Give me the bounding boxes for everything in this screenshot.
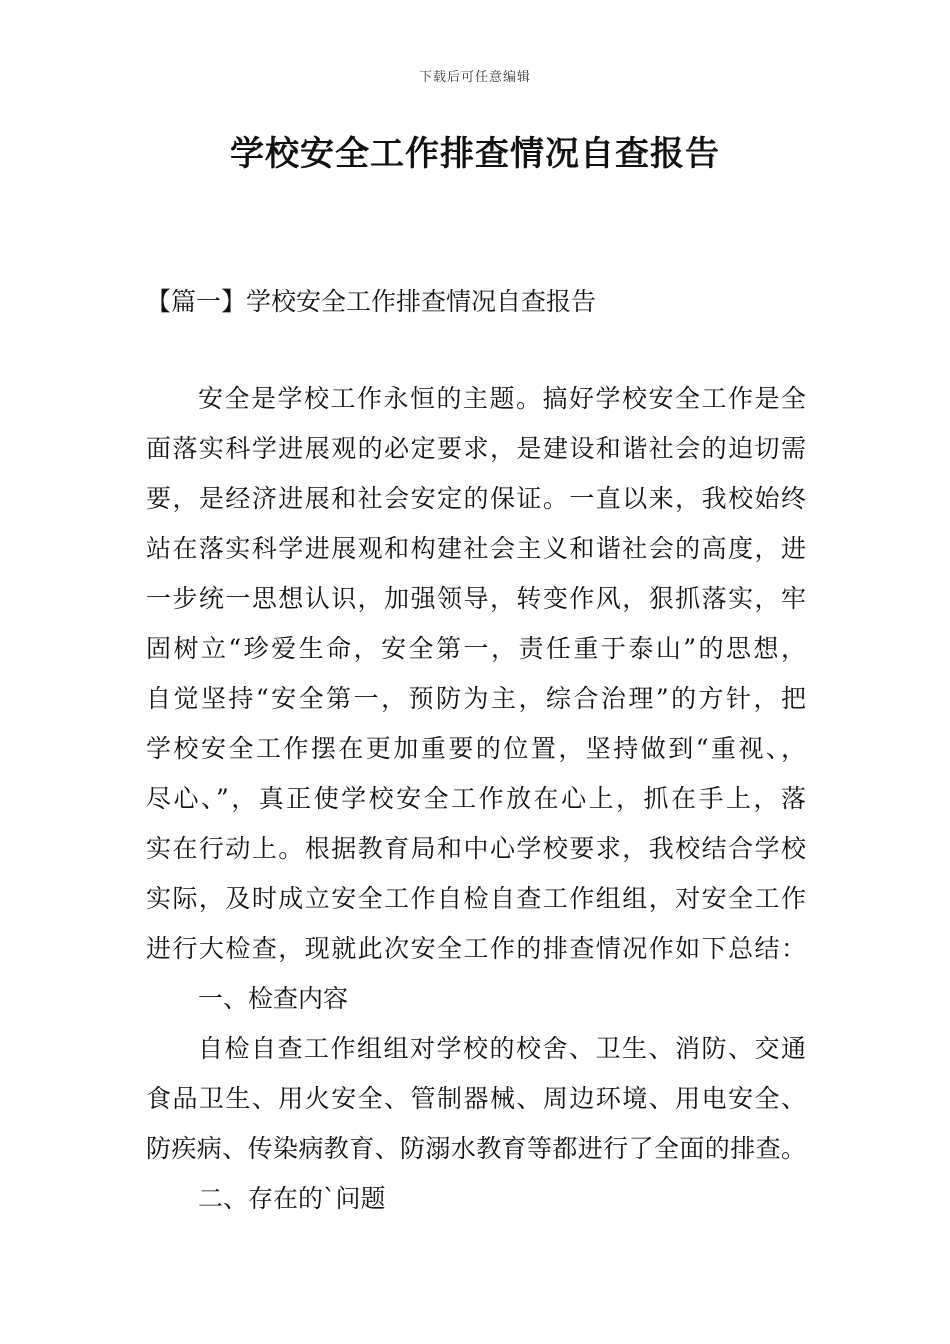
heading-inspection-content: 一、检查内容: [198, 984, 349, 1013]
text-line: 安全是学校工作永恒的主题。搞好学校安全工作是全: [198, 384, 806, 413]
text-line: 实际，及时成立安全工作自检自查工作组组，对安全工作: [146, 884, 806, 913]
document-title: 学校安全工作排查情况自查报告: [230, 134, 720, 174]
text-line: 面落实科学进展观的必定要求，是建设和谐社会的迫切需: [146, 434, 806, 463]
text-line: 自检自查工作组组对学校的校舍、卫生、消防、交通: [198, 1034, 806, 1063]
text-line: 要，是经济进展和社会安定的保证。一直以来，我校始终: [146, 484, 806, 513]
text-line: 食品卫生、用火安全、管制器械、周边环境、用电安全、: [146, 1084, 806, 1113]
text-line: 进行大检查，现就此次安全工作的排查情况作如下总结：: [146, 934, 806, 963]
text-line: 防疾病、传染病教育、防溺水教育等都进行了全面的排查。: [146, 1134, 806, 1163]
header-note: 下载后可任意编辑: [418, 70, 531, 85]
text-line: 实在行动上。根据教育局和中心学校要求，我校结合学校: [146, 834, 806, 863]
heading-existing-problems: 二、存在的`问题: [198, 1184, 386, 1213]
text-line: 一步统一思想认识，加强领导，转变作风，狠抓落实，牢: [146, 584, 806, 613]
text-line: 站在落实科学进展观和构建社会主义和谐社会的高度，进: [146, 534, 806, 563]
text-line: 固树立“珍爱生命，安全第一，责任重于泰山”的思想，: [146, 634, 806, 663]
section-heading: 【篇一】学校安全工作排查情况自查报告: [146, 287, 597, 316]
text-line: 自觉坚持“安全第一，预防为主，综合治理”的方针，把: [146, 684, 806, 713]
paragraph-intro: [146, 374, 806, 1224]
text-line: 学校安全工作摆在更加重要的位置，坚持做到“重视、，: [146, 734, 806, 763]
text-line: 尽心、”，真正使学校安全工作放在心上，抓在手上，落: [146, 784, 806, 813]
